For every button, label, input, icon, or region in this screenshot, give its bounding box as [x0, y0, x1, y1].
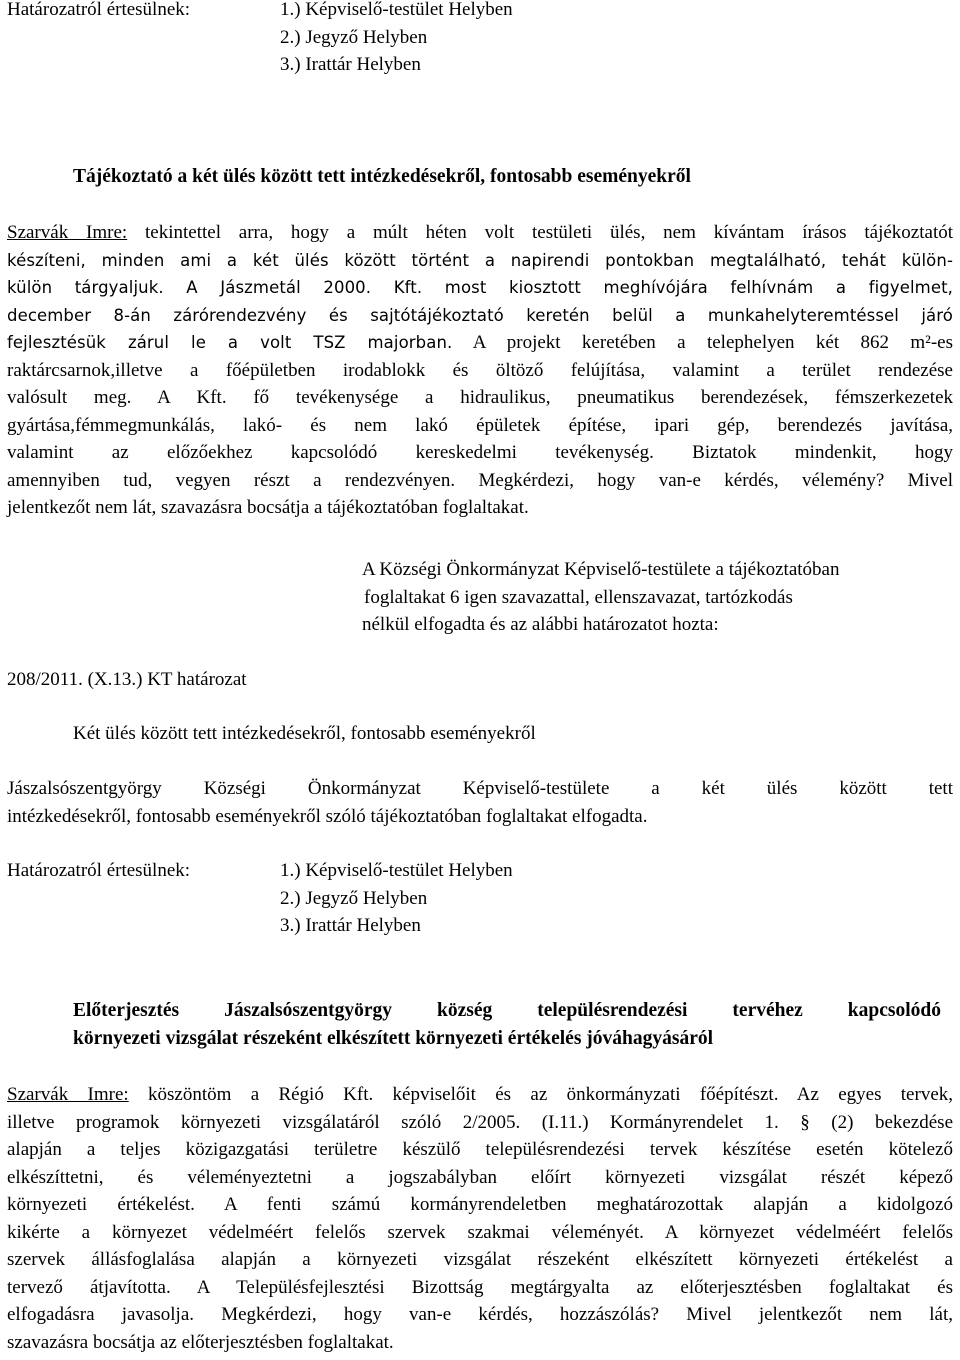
paragraph-line: kikérte a környezet védelméért felelős szervek szakmai véleményét. A környezet védelméért felelős [7, 1221, 953, 1243]
speaker-name: Szarvák Imre: [7, 222, 128, 243]
notification-item: 2.) Jegyző Helyben [280, 26, 428, 48]
report-paragraph [7, 219, 953, 522]
notification-block-top [7, 0, 953, 79]
paragraph-line: szavazásra bocsátja az előterjesztésben foglaltakat. [7, 1331, 394, 1353]
paragraph-line: raktárcsarnok,illetve a főépületben irodablokk és öltöző felújítása, valamint a terület rendezése [7, 359, 953, 381]
paragraph-line: gyártása,fémmegmunkálás, lakó- és nem lakó épületek építése, ipari gép, berendezés javítása, [7, 414, 953, 436]
resolution-number: 208/2011. (X.13.) KT határozat [7, 669, 247, 690]
paragraph-line: fejlesztésük zárul le a volt TSZ majorban. A projekt keretében a telephelyen két 862 m²-es [7, 332, 954, 353]
notification-label: Határozatról értesülnek: [7, 0, 191, 20]
resolution-title: Két ülés között tett intézkedésekről, fontosabb eseményekről [73, 723, 536, 744]
paragraph-line: jelentkezőt nem lát, szavazásra bocsátja a tájékoztatóban foglaltakat. [7, 497, 529, 518]
paragraph-line: elfogadásra javasolja. Megkérdezi, hogy van-e kérdés, hozzászólás? Mivel jelentkezőt nem lát, [7, 1304, 953, 1325]
agenda-heading-proposal [73, 997, 941, 1052]
vote-line: A Községi Önkormányzat Képviselő-testülete a tájékoztatóban [362, 559, 840, 580]
heading-line: környezeti vizsgálat részeként elkészített környezeti értékelés jóváhagyásáról [73, 1027, 714, 1049]
paragraph-line: valamint az előzőekhez kapcsolódó kereskedelmi tevékenység. Biztatok mindenkit, hogy [7, 442, 953, 463]
paragraph-line: környezeti értékelést. A fenti számú kormányrendeletben meghatározottak alapján a kidolgozó [7, 1194, 953, 1215]
paragraph-line: amennyiben tud, vegyen részt a rendezvényen. Megkérdezi, hogy van-e kérdés, vélemény? Mivel [7, 469, 953, 491]
paragraph-line: alapján a teljes közigazgatási területre készülő településrendezési tervek készítése esetén kötelező [7, 1139, 953, 1160]
paragraph-line: tervező átjavította. A Településfejlesztési Bizottság megtárgyalta az előterjesztésben foglaltakat és [7, 1276, 953, 1298]
vote-line: foglaltakat 6 igen szavazattal, ellenszavazat, tartózkodás [364, 586, 793, 608]
vote-line: nélkül elfogadta és az alábbi határozatot hozta: [362, 614, 719, 635]
resolution-text [7, 775, 953, 830]
heading-line: Előterjesztés Jászalsószentgyörgy község településrendezési tervéhez kapcsolódó [73, 1000, 941, 1021]
notification-list [280, 0, 953, 79]
notification-label: Határozatról értesülnek: [7, 860, 191, 881]
paragraph-line: elkészíttetni, és véleményeztetni a jogszabályban előírt környezeti vizsgálat részét képező [7, 1166, 953, 1188]
notification-item: 2.) Jegyző Helyben [280, 887, 428, 909]
paragraph-line: valósult meg. A Kft. fő tevékenysége a hidraulikus, pneumatikus berendezések, fémszerkezetek [7, 387, 953, 408]
paragraph-line: készíteni, minden ami a két ülés között történt a napirendi pontokban megtalálható, tehát külön- [7, 250, 953, 270]
notification-item: 3.) Irattár Helyben [280, 915, 421, 936]
paragraph-line: december 8-án zárórendezvény és sajtótájékoztató keretén belül a munkahelyteremtéssel járó [7, 305, 953, 325]
agenda-heading-report: Tájékoztató a két ülés között tett intézkedésekről, fontosabb eseményekről [73, 166, 691, 187]
notification-item: 3.) Irattár Helyben [280, 54, 421, 75]
paragraph-line: intézkedésekről, fontosabb eseményekről szóló tájékoztatóban foglaltakat elfogadta. [7, 805, 648, 827]
notification-block-bottom [7, 857, 953, 940]
paragraph-line: Szarvák Imre: tekintettel arra, hogy a múlt héten volt testületi ülés, nem kívántam írásos tájékoztatót [7, 222, 954, 243]
paragraph-line: illetve programok környezeti vizsgálatáról szóló 2/2005. (I.11.) Kormányrendelet 1. § (2) bekezdése [7, 1111, 953, 1133]
paragraph-line: Jászalsószentgyörgy Községi Önkormányzat Képviselő-testülete a két ülés között tett [7, 778, 953, 799]
speaker-name: Szarvák Imre: [7, 1084, 129, 1105]
proposal-paragraph [7, 1081, 953, 1356]
notification-list [280, 857, 953, 940]
paragraph-line: külön tárgyaljuk. A Jászmetál 2000. Kft. most kiosztott meghívójára felhívnám a figyelmet, [7, 278, 954, 297]
paragraph-line: Szarvák Imre: köszöntöm a Régió Kft. képviselőit és az önkormányzati főépítészt. Az egyes tervek, [7, 1084, 954, 1105]
paragraph-line: szervek állásfoglalása alapján a környezeti vizsgálat részeként elkészített környezeti értékelést a [7, 1249, 953, 1270]
notification-item: 1.) Képviselő-testület Helyben [280, 0, 513, 20]
vote-result [362, 556, 960, 639]
notification-item: 1.) Képviselő-testület Helyben [280, 860, 513, 881]
